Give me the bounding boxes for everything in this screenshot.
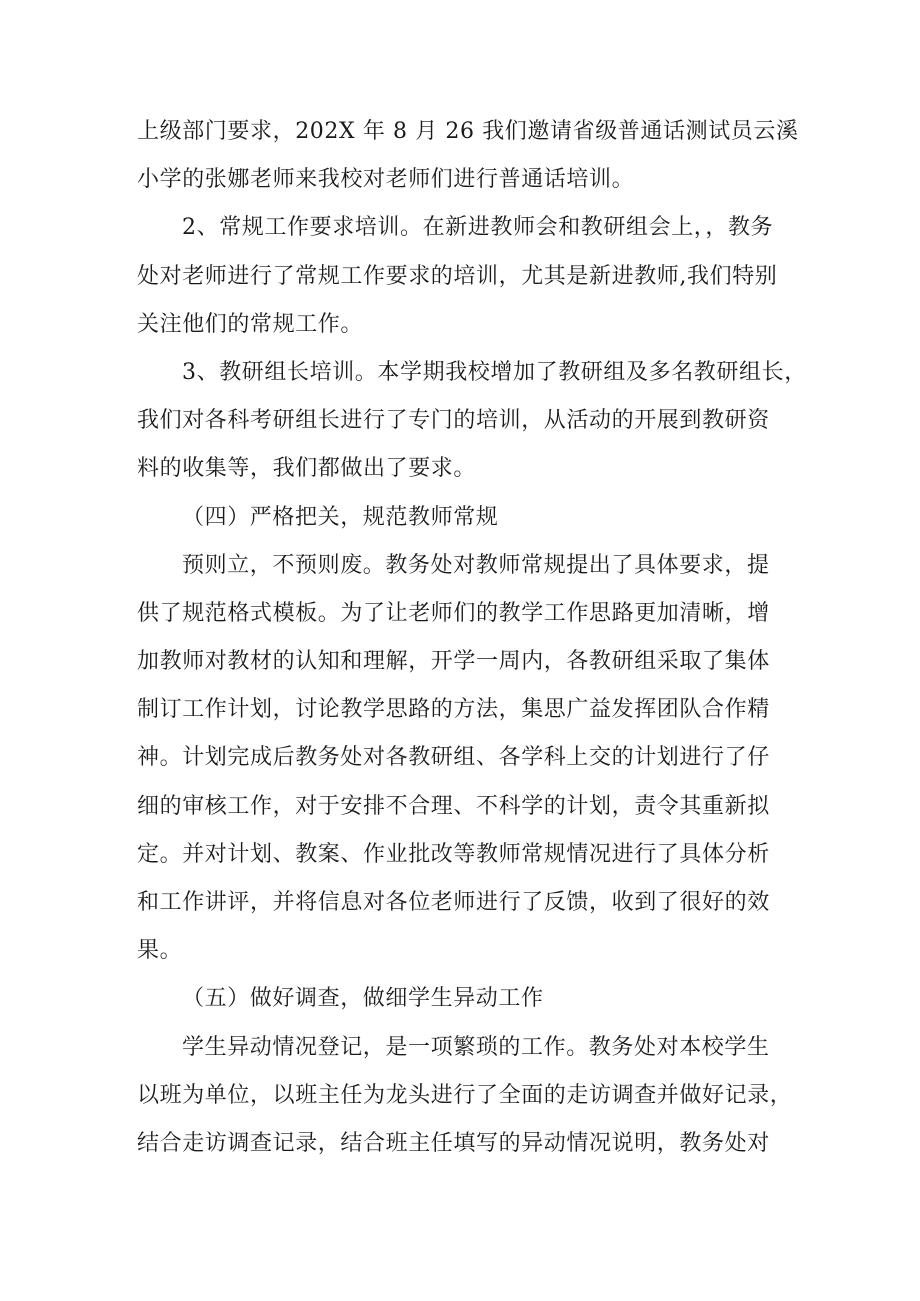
text-line: 神。计划完成后教务处对各教研组、各学科上交的计划进行了仔 [137, 745, 770, 771]
text-line: 供了规范格式模板。为了让老师们的教学工作思路更加清晰，增 [137, 600, 770, 626]
document-body [137, 108, 807, 1168]
text-line: 关注他们的常规工作。 [137, 311, 364, 337]
section-heading: （五）做好调查，做细学生异动工作 [182, 986, 544, 1012]
text-line: 制订工作计划，讨论教学思路的方法，集思广益发挥团队合作精 [137, 697, 770, 723]
text-line: 2、常规工作要求培训。在新进教师会和教研组会上，，教务 [182, 215, 774, 241]
text-line: 小学的张娜老师来我校对老师们进行普通话培训。 [137, 167, 635, 193]
text-line: 料的收集等，我们都做出了要求。 [137, 456, 477, 482]
text-line: 以班为单位，以班主任为龙头进行了全面的走访调查并做好记录， [137, 1082, 793, 1108]
text-line: 处对老师进行了常规工作要求的培训，尤其是新进教师,我们特别 [137, 263, 778, 289]
text-line: 3、教研组长培训。本学期我校增加了教研组及多名教研组长， [182, 359, 807, 385]
text-line: 我们对各科考研组长进行了专门的培训，从活动的开展到教研资 [137, 408, 770, 434]
text-line: 和工作讲评，并将信息对各位老师进行了反馈，收到了很好的效 [137, 890, 770, 915]
text-line: 学生异动情况登记，是一项繁琐的工作。教务处对本校学生 [182, 1034, 770, 1060]
text-line: 定。并对计划、教案、作业批改等教师常规情况进行了具体分析 [137, 841, 770, 867]
text-line: 上级部门要求，202X 年 8 月 26 我们邀请省级普通话测试员云溪 [137, 119, 799, 144]
text-line: 结合走访调查记录，结合班主任填写的异动情况说明，教务处对 [137, 1130, 770, 1156]
text-line: 预则立，不预则废。教务处对教师常规提出了具体要求，提 [182, 552, 770, 578]
text-line: 果。 [137, 938, 183, 964]
section-heading: （四）严格把关，规范教师常规 [182, 504, 499, 530]
text-line: 细的审核工作，对于安排不合理、不科学的计划，责令其重新拟 [137, 793, 770, 819]
text-line: 加教师对教材的认知和理解，开学一周内，各教研组采取了集体 [137, 649, 770, 675]
